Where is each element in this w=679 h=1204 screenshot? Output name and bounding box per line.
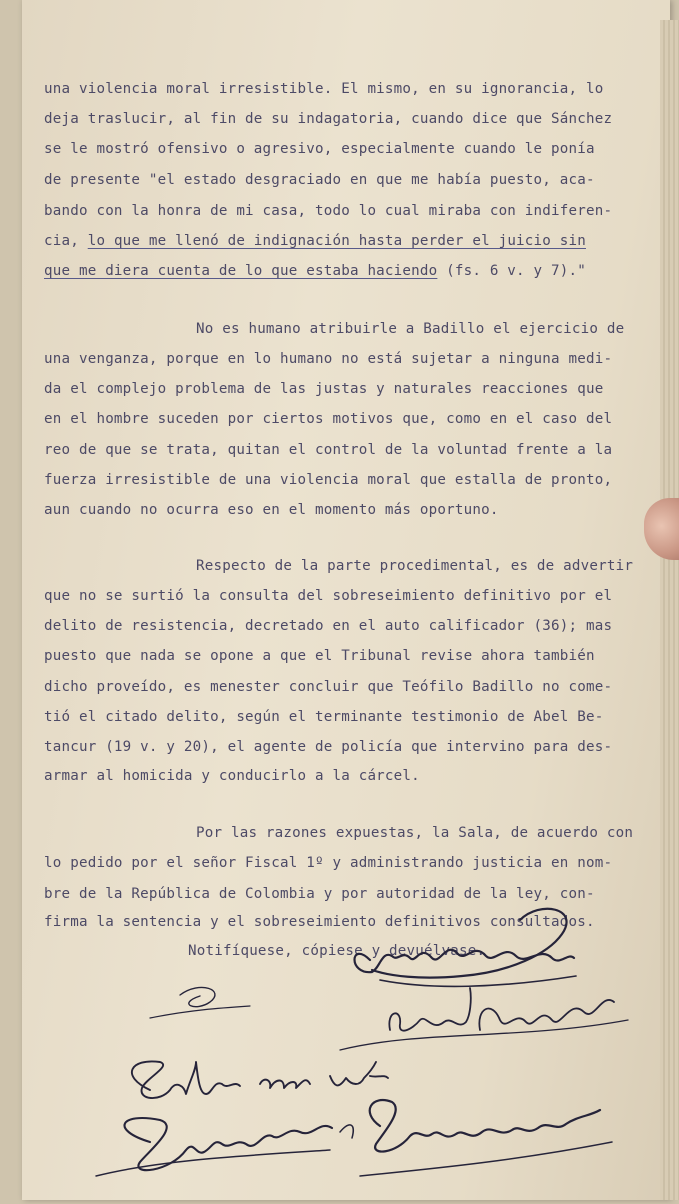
signatures-area — [0, 880, 679, 1200]
text-line: tancur (19 v. y 20), el agente de policía que intervino para des- — [44, 739, 613, 755]
text-line: fuerza irresistible de una violencia moral que estalla de pronto, — [44, 472, 613, 488]
text-line: bando con la honra de mi casa, todo lo cual miraba con indiferen- — [44, 203, 613, 219]
text-line: da el complejo problema de las justas y naturales reacciones que — [44, 381, 604, 397]
text-line: una venganza, porque en lo humano no está sujetar a ninguna medi- — [44, 351, 613, 367]
text-line: firma la sentencia y el sobreseimiento definitivos consultados. — [44, 914, 595, 930]
text-line: en el hombre suceden por ciertos motivos que, como en el caso del — [44, 411, 613, 427]
text-line: cia, lo que me llenó de indignación hasta perder el juicio sin — [44, 233, 586, 249]
text-line: una violencia moral irresistible. El mismo, en su ignorancia, lo — [44, 81, 604, 97]
closing-line: Notifíquese, cópiese y devuélvase. — [188, 943, 486, 959]
text-line: que no se surtió la consulta del sobreseimiento definitivo por el — [44, 588, 613, 604]
text-line: que me diera cuenta de lo que estaba haciendo (fs. 6 v. y 7)." — [44, 263, 586, 279]
signature-3 — [96, 1118, 332, 1176]
handwritten-note-salvo-mi-voto — [132, 1061, 388, 1098]
text-line: de presente "el estado desgraciado en que me había puesto, aca- — [44, 172, 595, 188]
signature-4 — [340, 1100, 612, 1176]
text-line: deja traslucir, al fin de su indagatoria, cuando dice que Sánchez — [44, 111, 613, 127]
paragraph-start-line: Respecto de la parte procedimental, es de advertir — [196, 558, 634, 574]
paragraph-start-line: No es humano atribuirle a Badillo el ejercicio de — [196, 321, 625, 337]
signature-2 — [150, 987, 628, 1050]
signature-1 — [355, 909, 577, 987]
text-line: dicho proveído, es menester concluir que Teófilo Badillo no come- — [44, 679, 613, 695]
text-line: aun cuando no ocurra eso en el momento más oportuno. — [44, 502, 499, 518]
text-line: lo pedido por el señor Fiscal 1º y administrando justicia en nom- — [44, 855, 613, 871]
text-line: se le mostró ofensivo o agresivo, especialmente cuando le ponía — [44, 141, 595, 157]
text-line: puesto que nada se opone a que el Tribunal revise ahora también — [44, 648, 595, 664]
text-line: delito de resistencia, decretado en el auto calificador (36); mas — [44, 618, 613, 634]
text-line: armar al homicida y conducirlo a la cárcel. — [44, 768, 420, 784]
text-line: reo de que se trata, quitan el control de la voluntad frente a la — [44, 442, 613, 458]
paragraph-start-line: Por las razones expuestas, la Sala, de acuerdo con — [196, 825, 634, 841]
text-line: bre de la República de Colombia y por autoridad de la ley, con- — [44, 886, 595, 902]
text-line: tió el citado delito, según el terminante testimonio de Abel Be- — [44, 709, 604, 725]
